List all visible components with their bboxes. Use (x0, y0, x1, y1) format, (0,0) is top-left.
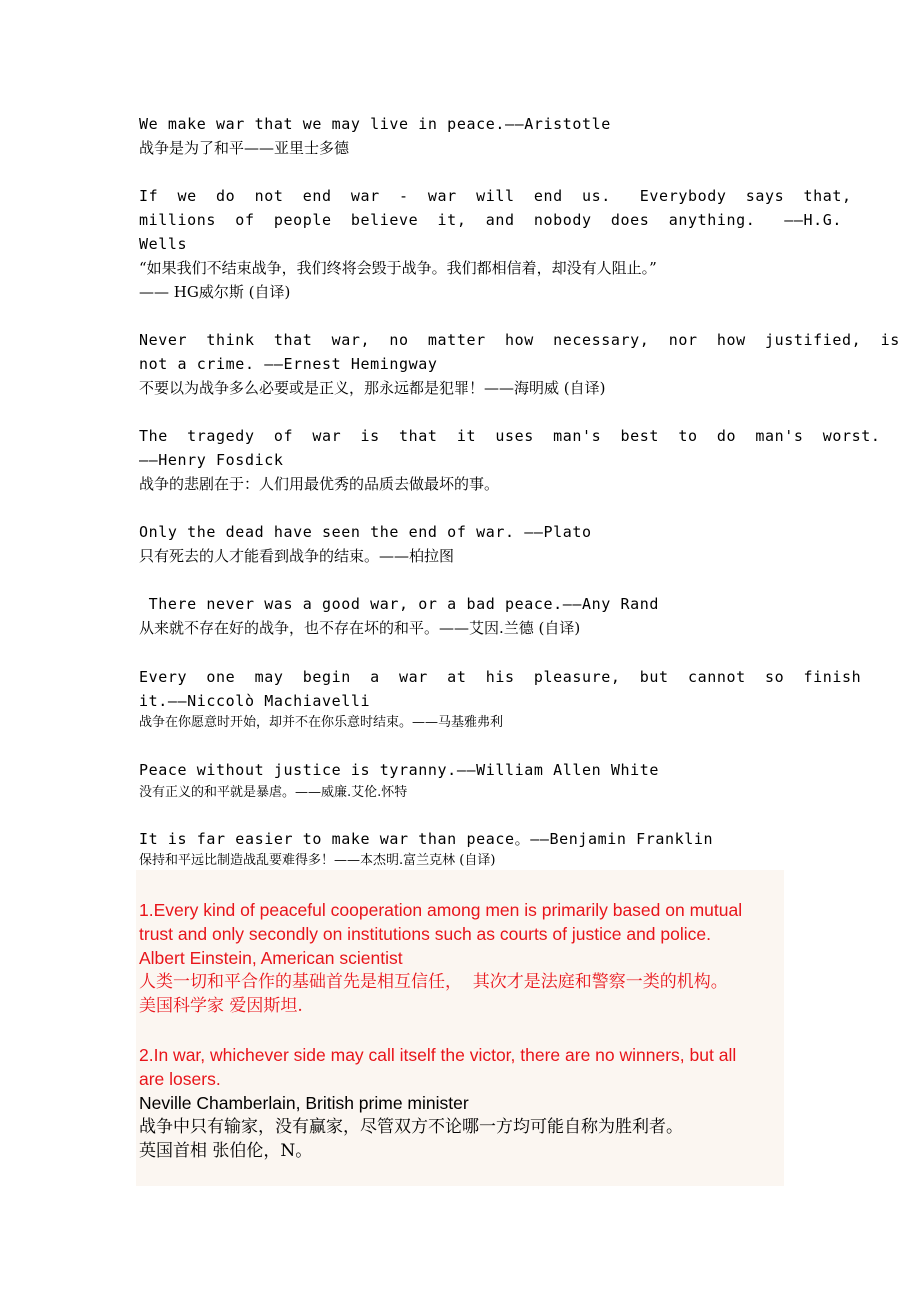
highlight-2-chinese: 战争中只有输家，没有赢家，尽管双方不论哪一方均可能自称为胜利者。 (139, 1117, 683, 1137)
highlight-2-english-line-2: are losers. (139, 1069, 221, 1089)
quote-7-english-line-2: it.——Niccolò Machiavelli (139, 692, 371, 710)
highlight-2-english-line-1: 2.In war, whichever side may call itself the victor, there are no winners, but all (139, 1045, 737, 1065)
quote-3-chinese: 不要以为战争多么必要或是正义，那永远都是犯罪！——海明威 (自译) (139, 379, 606, 397)
quote-4-english-line-1: The tragedy of war is that it uses man's best to do man's worst. (139, 427, 881, 445)
quote-7-english-line-1: Every one may begin a war at his pleasure, but cannot so finish (139, 668, 862, 686)
quote-2-english-line-2: millions of people believe it, and nobody does anything. ——H.G. (139, 211, 843, 229)
quote-2-english-line-3: Wells (139, 235, 188, 253)
highlight-1-english-line-1: 1.Every kind of peaceful cooperation among men is primarily based on mutual (139, 900, 743, 920)
highlight-2-author-english: Neville Chamberlain, British prime minister (139, 1093, 469, 1113)
quote-7-chinese: 战争在你愿意时开始，却并不在你乐意时结束。——马基雅弗利 (139, 715, 504, 730)
quote-2-chinese: “如果我们不结束战争，我们终将会毁于战争。我们都相信着，却没有人阻止。” (139, 259, 657, 277)
quote-9-english: It is far easier to make war than peace。——Benjamin Franklin (139, 830, 714, 848)
quote-8-english: Peace without justice is tyranny.——William Allen White (139, 761, 660, 779)
quote-6-chinese: 从来就不存在好的战争，也不存在坏的和平。——艾因.兰德 (自译) (139, 619, 581, 637)
quote-5-english: Only the dead have seen the end of war. ——Plato (139, 523, 592, 541)
highlight-1-chinese: 人类一切和平合作的基础首先是相互信任， 其次才是法庭和警察一类的机构。 (139, 972, 728, 992)
quote-3-english-line-1: Never think that war, no matter how necessary, nor how justified, is (139, 331, 900, 349)
quote-4-chinese: 战争的悲剧在于：人们用最优秀的品质去做最坏的事。 (139, 475, 500, 493)
highlight-1-author-chinese: 美国科学家 爱因斯坦. (139, 996, 303, 1016)
highlight-1-english-line-2: trust and only secondly on institutions such as courts of justice and police. (139, 924, 711, 944)
quote-1-chinese: 战争是为了和平——亚里士多德 (139, 139, 350, 157)
quote-6-english: There never was a good war, or a bad peace.——Any Rand (139, 595, 660, 613)
highlight-1-author-english: Albert Einstein, American scientist (139, 948, 403, 968)
quote-9-chinese: 保持和平远比制造战乱要难得多！——本杰明.富兰克林 (自译) (139, 853, 496, 868)
quote-8-chinese: 没有正义的和平就是暴虐。——威廉.艾伦.怀特 (139, 785, 408, 800)
quote-1-english: We make war that we may live in peace.——Aristotle (139, 115, 611, 133)
quote-2-chinese-author: —— HG威尔斯 (自译) (139, 283, 291, 301)
highlight-2-author-chinese: 英国首相 张伯伦，N。 (139, 1141, 313, 1161)
quote-5-chinese: 只有死去的人才能看到战争的结束。——柏拉图 (139, 547, 455, 565)
quote-2-english-line-1: If we do not end war - war will end us. Everybody says that, (139, 187, 852, 205)
quote-3-english-line-2: not a crime. ——Ernest Hemingway (139, 355, 438, 373)
quote-4-english-line-2: ——Henry Fosdick (139, 451, 284, 469)
